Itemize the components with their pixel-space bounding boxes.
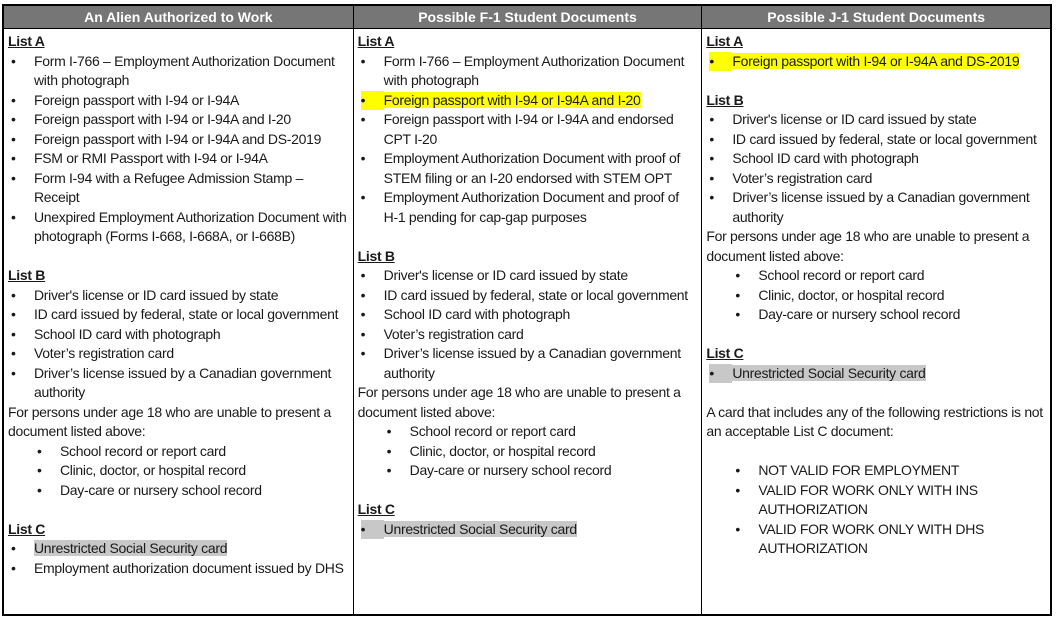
list-heading — [8, 266, 348, 286]
list-item — [8, 169, 348, 208]
list-heading-label: List A — [8, 33, 45, 49]
bullet-icon: • — [709, 150, 715, 166]
bullet-icon: • — [735, 481, 741, 498]
bullet-icon: • — [11, 540, 16, 556]
list-item-text: Foreign passport with I-94 or I-94A and DS-2019 — [732, 52, 1020, 69]
list-item-text: NOT VALID FOR EMPLOYMENT — [758, 462, 960, 478]
list-heading-label: List B — [357, 247, 395, 264]
bullet-icon: • — [11, 345, 16, 361]
list-heading-label: List C — [357, 501, 395, 517]
list-item-text: FSM or RMI Passport with I-94 or I-94A — [34, 150, 268, 166]
list-item-text: Employment authorization document issued by DHS — [34, 559, 344, 576]
bullet-icon: • — [360, 111, 366, 127]
list-heading-label: List A — [706, 33, 743, 49]
sub-list-item — [358, 442, 697, 462]
list-heading — [8, 32, 348, 52]
list-heading-label: List C — [8, 520, 46, 537]
list-item — [358, 149, 697, 188]
paragraph-text: For persons under age 18 who are unable to present a document listed above: — [706, 228, 1030, 264]
list-item-text: School record or report card — [60, 442, 226, 459]
list-heading — [706, 91, 1045, 111]
bullet-icon: • — [11, 559, 16, 576]
blank-line — [706, 442, 1045, 462]
list-item — [706, 130, 1045, 150]
list-item-text: Employment Authorization Document and proof of H-1 pending for cap-gap purposes — [383, 189, 679, 225]
bullet-icon: • — [11, 306, 16, 322]
list-item-text: School record or report card — [409, 423, 576, 439]
list-item — [358, 110, 697, 149]
list-item — [8, 559, 348, 579]
list-heading — [358, 32, 697, 52]
paragraph-text: For persons under age 18 who are unable to present a document listed above: — [357, 384, 681, 420]
bullet-icon: • — [11, 169, 16, 186]
bullet-icon: • — [37, 481, 42, 498]
list-item-text: Day-care or nursery school record — [409, 462, 612, 478]
list-item-text: Form I-766 – Employment Authorization Document with photograph — [34, 52, 335, 88]
list-item-text: Voter’s registration card — [383, 325, 524, 342]
list-item-text: Foreign passport with I-94 or I-94A and DS-2019 — [34, 130, 322, 147]
bullet-icon: • — [360, 325, 366, 342]
column-header-alien-authorized: An Alien Authorized to Work — [4, 6, 353, 29]
column-header-j1-student: Possible J-1 Student Documents — [702, 6, 1050, 29]
bullet-icon: • — [37, 442, 42, 459]
list-item-text: Driver's license or ID card issued by state — [732, 111, 977, 127]
list-item — [358, 344, 697, 383]
bullet-icon: • — [709, 364, 732, 384]
bullet-icon: • — [11, 150, 16, 166]
list-item-text: Unrestricted Social Security card — [34, 540, 228, 556]
list-heading — [8, 520, 348, 540]
list-item — [358, 266, 697, 286]
list-item — [8, 539, 348, 559]
bullet-icon: • — [735, 267, 741, 283]
bullet-icon: • — [11, 364, 16, 381]
list-item — [358, 520, 697, 540]
bullet-icon: • — [360, 286, 366, 303]
document-comparison-table — [2, 4, 1052, 616]
list-item — [8, 52, 348, 91]
list-item-text: ID card issued by federal, state or local government — [34, 306, 339, 322]
bullet-icon: • — [735, 520, 741, 537]
sub-list-item — [706, 286, 1045, 306]
list-item-text: Clinic, doctor, or hospital record — [60, 462, 246, 478]
list-item-text: ID card issued by federal, state or local government — [732, 130, 1037, 147]
list-heading — [358, 247, 697, 267]
list-item — [8, 110, 348, 130]
bullet-icon: • — [11, 325, 16, 342]
bullet-icon: • — [709, 169, 715, 186]
paragraph-text: For persons under age 18 who are unable to present a document listed above: — [8, 403, 331, 439]
sub-list-item — [706, 305, 1045, 325]
sub-list-item — [358, 422, 697, 442]
list-item-text: Voter’s registration card — [34, 345, 174, 361]
paragraph-text: A card that includes any of the following restrictions is not an acceptable List C document: — [706, 403, 1043, 439]
bullet-icon: • — [360, 150, 366, 166]
blank-line — [358, 227, 697, 247]
list-item-text: Day-care or nursery school record — [60, 481, 262, 498]
bullet-icon: • — [11, 208, 16, 225]
list-item-text: Form I-766 – Employment Authorization Document with photograph — [383, 52, 685, 88]
list-item-text: School ID card with photograph — [732, 150, 919, 166]
sub-list-item — [706, 266, 1045, 286]
list-item-text: Driver’s license issued by a Canadian government authority — [383, 345, 681, 381]
list-item-text: ID card issued by federal, state or local government — [383, 286, 688, 303]
list-item — [8, 305, 348, 325]
bullet-icon: • — [361, 91, 384, 111]
bullet-icon: • — [735, 462, 741, 478]
list-item-text: School ID card with photograph — [34, 325, 221, 342]
bullet-icon: • — [11, 130, 16, 147]
bullet-icon: • — [386, 462, 392, 478]
sub-list-item — [706, 461, 1045, 481]
list-item — [358, 305, 697, 325]
list-item-text: Clinic, doctor, or hospital record — [409, 442, 596, 459]
list-item — [8, 149, 348, 169]
bullet-icon: • — [11, 286, 16, 303]
list-item-text: Voter’s registration card — [732, 169, 873, 186]
column-f1-student-documents — [353, 6, 702, 614]
bullet-icon: • — [360, 52, 366, 69]
blank-line — [706, 71, 1045, 91]
list-heading — [706, 344, 1045, 364]
list-item — [706, 364, 1045, 384]
list-item — [358, 52, 697, 91]
list-item-text: Foreign passport with I-94 or I-94A and I-20 — [383, 91, 641, 108]
list-heading — [706, 32, 1045, 52]
bullet-icon: • — [360, 267, 366, 283]
list-item — [8, 208, 348, 247]
list-item — [8, 91, 348, 111]
bullet-icon: • — [360, 345, 366, 361]
list-item — [358, 325, 697, 345]
blank-line — [706, 383, 1045, 403]
list-heading-label: List C — [706, 345, 744, 361]
bullet-icon: • — [386, 423, 392, 439]
list-item — [8, 286, 348, 306]
blank-line — [706, 325, 1045, 345]
list-item — [8, 130, 348, 150]
list-heading-label: List B — [8, 267, 46, 283]
list-item-text: School record or report card — [758, 267, 925, 283]
list-item — [8, 325, 348, 345]
list-item-text: Unrestricted Social Security card — [732, 364, 926, 381]
bullet-icon: • — [709, 189, 715, 205]
list-item — [8, 344, 348, 364]
list-heading-label: List B — [706, 91, 744, 108]
bullet-icon: • — [11, 91, 16, 108]
bullet-icon: • — [11, 111, 16, 127]
bullet-icon: • — [386, 442, 392, 459]
blank-line — [358, 481, 697, 501]
list-item — [706, 52, 1045, 72]
list-item-text: Driver's license or ID card issued by state — [383, 267, 628, 283]
column-header-f1-student: Possible F-1 Student Documents — [354, 6, 702, 29]
bullet-icon: • — [709, 130, 715, 147]
bullet-icon: • — [735, 306, 741, 322]
list-item-text: VALID FOR WORK ONLY WITH INS AUTHORIZATION — [758, 481, 978, 517]
column-body-f1-student — [354, 29, 702, 614]
list-item — [358, 188, 697, 227]
list-item — [8, 364, 348, 403]
sub-list-item — [8, 481, 348, 501]
list-item-text: VALID FOR WORK ONLY WITH DHS AUTHORIZATION — [758, 520, 985, 556]
list-item-text: Foreign passport with I-94 or I-94A and endorsed CPT I-20 — [383, 111, 674, 147]
bullet-icon: • — [361, 520, 384, 540]
list-item — [358, 91, 697, 111]
list-item — [358, 286, 697, 306]
sub-list-item — [706, 481, 1045, 520]
list-item-text: School ID card with photograph — [383, 306, 570, 322]
bullet-icon: • — [735, 286, 741, 303]
list-item-text: Employment Authorization Document with proof of STEM filing or an I-20 endorsed with STEM OPT — [383, 150, 681, 186]
list-item-text: Form I-94 with a Refugee Admission Stamp – Receipt — [34, 169, 304, 205]
blank-line — [8, 500, 348, 520]
list-item-text: Foreign passport with I-94 or I-94A and I-20 — [34, 111, 291, 127]
bullet-icon: • — [709, 111, 715, 127]
bullet-icon: • — [11, 52, 16, 69]
sub-list-item — [706, 520, 1045, 559]
list-item-text: Driver's license or ID card issued by state — [34, 286, 279, 303]
column-j1-student-documents — [701, 6, 1050, 614]
column-body-alien-authorized — [4, 29, 353, 614]
list-item — [706, 188, 1045, 227]
list-item — [706, 110, 1045, 130]
list-item — [706, 149, 1045, 169]
column-alien-authorized-to-work — [4, 6, 353, 614]
sub-list-item — [8, 442, 348, 462]
list-item-text: Clinic, doctor, or hospital record — [758, 286, 945, 303]
list-heading — [358, 500, 697, 520]
bullet-icon: • — [37, 462, 42, 478]
list-item-text: Foreign passport with I-94 or I-94A — [34, 91, 240, 108]
blank-line — [8, 247, 348, 267]
list-item-text: Day-care or nursery school record — [758, 306, 961, 322]
sub-list-item — [358, 461, 697, 481]
list-item-text: Driver’s license issued by a Canadian government authority — [732, 189, 1030, 225]
list-item — [706, 169, 1045, 189]
column-body-j1-student — [702, 29, 1050, 614]
list-item-text: Unrestricted Social Security card — [383, 520, 577, 537]
list-item-text: Driver’s license issued by a Canadian government authority — [34, 364, 332, 400]
bullet-icon: • — [360, 306, 366, 322]
list-item-text: Unexpired Employment Authorization Document with photograph (Forms I-668, I-668A, or I-668B) — [34, 208, 347, 244]
list-heading-label: List A — [357, 33, 395, 49]
sub-list-item — [8, 461, 348, 481]
bullet-icon: • — [709, 52, 732, 72]
bullet-icon: • — [360, 189, 366, 205]
